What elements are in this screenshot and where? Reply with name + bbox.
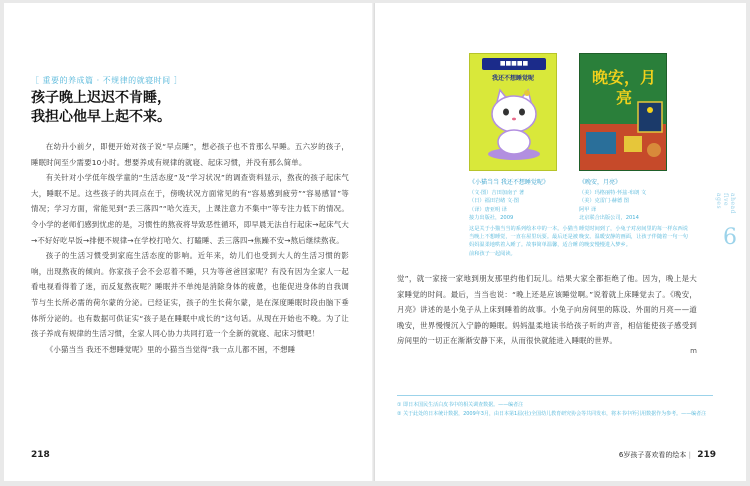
cover-title-bar bbox=[482, 58, 546, 70]
right-page bbox=[375, 3, 746, 481]
headline-line-2: 我担心他早上起不来。 bbox=[31, 109, 171, 125]
caption-line: （日）福田岩绪 文·图 bbox=[469, 198, 519, 205]
left-body-text bbox=[31, 139, 349, 357]
caption-line: 北京联合出版公司，2014 bbox=[579, 214, 639, 221]
caption-line: （译）唐亚明 译 bbox=[469, 206, 507, 213]
footnotes bbox=[397, 395, 713, 419]
section-tag: ［ 重要的养成篇 · 不规律的就寝时间 ］ bbox=[31, 76, 183, 85]
page-number-left: 218 bbox=[31, 450, 50, 460]
caption-title: 《小猫当当 我还不想睡觉呢》 bbox=[469, 179, 549, 186]
caption-title: 《晚安，月亮》 bbox=[579, 179, 622, 186]
page-number-right: 219 bbox=[697, 450, 716, 460]
book-caption-2 bbox=[579, 179, 689, 250]
headline bbox=[31, 89, 351, 127]
paragraph: 孩子的生活习惯受到家庭生活态度的影响。近年来，幼儿们也受到大人的生活习惯的影响，出现熬夜的倾向。你家孩子会不会忍着不睡，只为等爸爸回家呢？有没有因为全家人一起看电视看得着了迷，而反复熬夜呢？睡眠并不单纯是消除身体的疲惫，也能促进身体的自我调节与生长所必需的荷尔蒙的分泌。已经证实，孩子的生长荷尔蒙，是在深度睡眠时段由脑下垂体所分泌的。也有数据可供证实“孩子是在睡眠中成长的”这句话。从现在开始也不晚。为了让孩子养成有规律的生活习惯，全家人同心协力共同打造一个全新的就寝、起床习惯吧！ bbox=[31, 251, 349, 339]
caption-line: （美）克雷门·赫德 图 bbox=[579, 198, 629, 205]
caption-line: 阿甲 译 bbox=[579, 206, 597, 213]
paragraph: 觉”，就一家接一家地到朋友那里约他们玩儿。结果大家全都拒绝了他。因为，晚上是大家睡觉的时间。最后，当当也说：“晚上还是应该睡觉啊。”说着就上床睡觉去了。《晚安，月亮》讲述的是小兔子从上床到睡着的故事。小兔子向房间里的陈设、外面的月亮——道晚安，世界慢慢沉入宁静的睡眠。妈妈温柔地读书给孩子听的声音，相信能使孩子感受到房间里的一切正在渐渐安静下来，从而很快就能进入睡眠的世界。 bbox=[397, 274, 697, 346]
book-cover-goodnight-moon bbox=[579, 53, 667, 171]
kitten-illustration bbox=[484, 84, 544, 164]
book-caption-1 bbox=[469, 179, 579, 258]
caption-line: 接力出版社，2009 bbox=[469, 214, 514, 221]
paragraph: 有关针对小学低年级学童的“生活态度”及“学习状况”的调查资料显示，熬夜的孩子起床气大，睡眠不足。这些孩子的共同点在于，傍晚状况方面常见的有“容易感到疲劳”“容易感冒”等情况；学习方面，常能见到“丢三落四”“哈欠连天，上课注意力不集中”等专注力低下的情况。令小学的老师们感到忧虑的是，习惯性的熬夜将导致恶性循环，即早晨无法自行起床→起床气大→不好好吃早饭→排便不规律→在学校打哈欠、打瞌睡、丢三落四→焦躁不安→熬后继续熬夜。 bbox=[31, 173, 349, 245]
left-page bbox=[4, 3, 374, 481]
right-body-text bbox=[397, 271, 697, 355]
caption-line: （文·图）吉田加南子 著 bbox=[469, 190, 525, 197]
caption-line: （美）玛格丽特·怀兹·布朗 文 bbox=[579, 190, 647, 197]
cover-badge: ■■■■■ bbox=[499, 60, 529, 67]
footnote: ① 即日本国民生活白皮书中的相关调查数据。——编者注 bbox=[397, 402, 524, 408]
book-cover-kitten bbox=[469, 53, 557, 171]
chapter-number: 6 bbox=[723, 225, 737, 250]
paragraph: 在幼升小前夕，即便开始对孩子说“早点睡”，想必孩子也不肯那么早睡。五六岁的孩子，睡眠时间至少需要10小时。想要养成有规律的就寝、起床习惯，并没有那么简单。 bbox=[31, 142, 349, 167]
side-vertical-text: ahead five ages bbox=[715, 193, 736, 214]
caption-description: 睡觉时间到了，小兔子对房间里的每一样东西说晚安。温暖安静的画面，让孩子伴随着一句一句的晚安慢慢进入梦乡。 bbox=[579, 226, 688, 249]
end-mark: m bbox=[690, 346, 697, 355]
cover-title: 晚安，月亮 bbox=[591, 68, 656, 107]
paragraph: 《小猫当当 我还不想睡觉呢》里的小猫当当觉得“我一点儿都不困，不想睡 bbox=[45, 344, 296, 354]
cover-title: 我还不想睡觉呢 bbox=[491, 75, 534, 82]
footnote: ② 关于此处的日本统计数据，2009年3月，由日本第1届(社)全国幼儿教育研究协会等共同发布，将本书中所引用数据作为参考。——编者注 bbox=[397, 411, 707, 417]
page-footer-right: 6岁孩子喜欢看的绘本 | 219 bbox=[618, 450, 716, 460]
caption-description: 这是关于小猫当当的系列绘本中的一本。小猫当当晚上不想睡觉，一直在屋里玩耍。最后还是被妈妈温柔地哄着入睡了。故事简单温馨，适合睡前和孩子一起阅读。 bbox=[469, 226, 578, 257]
running-footer: 6岁孩子喜欢看的绘本 bbox=[618, 451, 687, 459]
book-spread bbox=[4, 3, 746, 481]
headline-line-1: 孩子晚上迟迟不肯睡， bbox=[31, 90, 171, 106]
